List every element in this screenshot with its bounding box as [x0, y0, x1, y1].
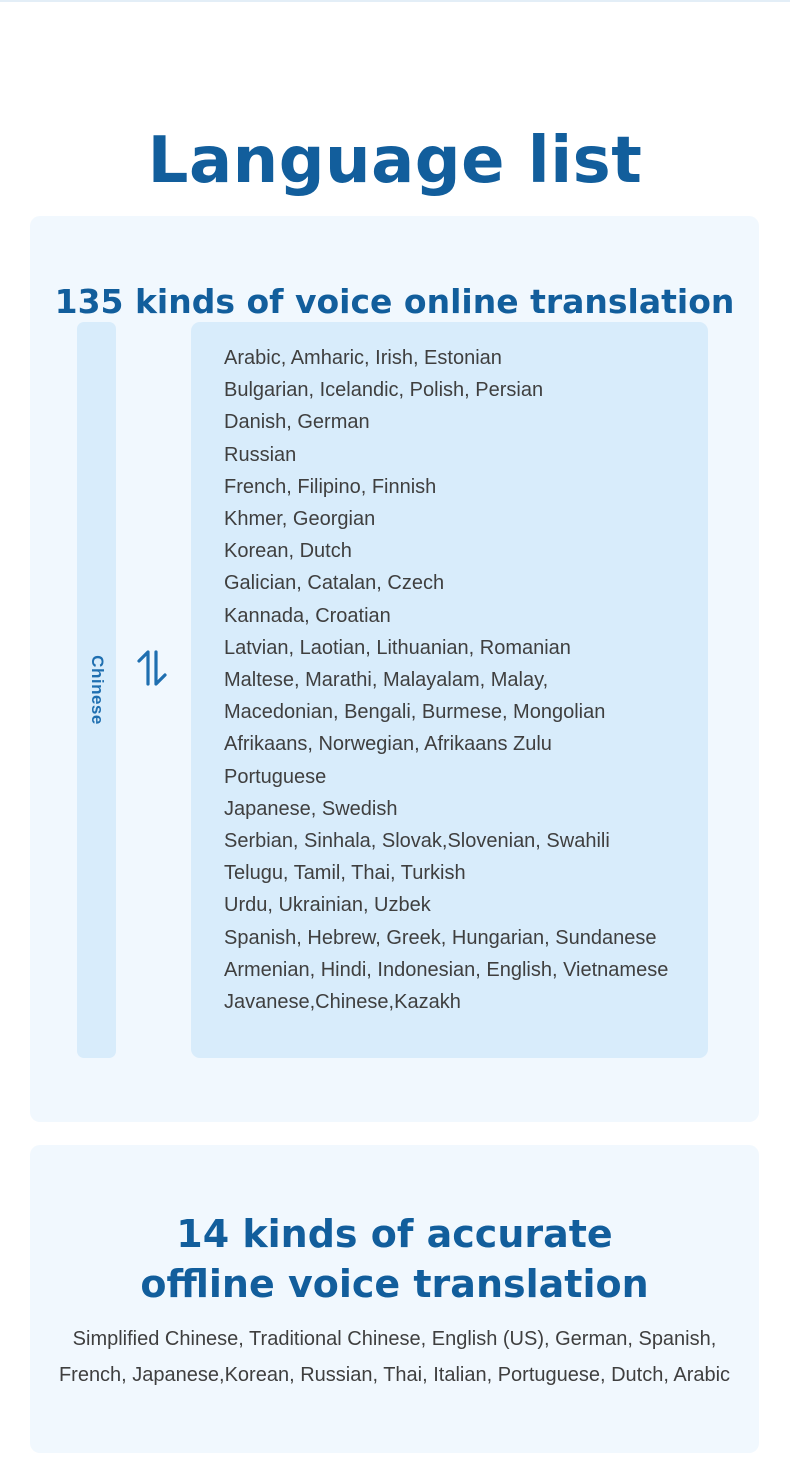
list-item: Armenian, Hindi, Indonesian, English, Vietnamese	[224, 958, 669, 981]
list-item: Galician, Catalan, Czech	[224, 572, 445, 595]
page-title: Language list	[147, 123, 643, 198]
list-item: Telugu, Tamil, Thai, Turkish	[224, 862, 466, 885]
online-language-list	[224, 342, 668, 1018]
online-translation-heading: 135 kinds of voice online translation	[54, 282, 735, 322]
list-item: Urdu, Ukrainian, Uzbek	[224, 894, 431, 917]
offline-translation-heading	[30, 1209, 759, 1309]
offline-languages-line-1: Simplified Chinese, Traditional Chinese, English (US), German, Spanish,	[72, 1328, 717, 1350]
list-item: Russian	[224, 443, 297, 466]
source-language-label: Chinese	[87, 655, 107, 725]
list-item: Maltese, Marathi, Malayalam, Malay,	[224, 669, 549, 692]
list-item: Serbian, Sinhala, Slovak,Slovenian, Swahili	[224, 830, 610, 853]
online-translation-card	[30, 216, 759, 1122]
list-item: Khmer, Georgian	[224, 508, 376, 531]
list-item: Latvian, Laotian, Lithuanian, Romanian	[224, 636, 571, 659]
list-item: Kannada, Croatian	[224, 604, 391, 627]
online-language-panel	[191, 322, 708, 1058]
list-item: Danish, German	[224, 411, 370, 434]
list-item: Macedonian, Bengali, Burmese, Mongolian	[224, 701, 606, 724]
list-item: Korean, Dutch	[224, 540, 352, 563]
list-item: Japanese, Swedish	[224, 797, 398, 820]
list-item: Bulgarian, Icelandic, Polish, Persian	[224, 379, 544, 402]
offline-language-list	[30, 1321, 759, 1393]
bidirectional-arrows-icon	[130, 646, 174, 690]
source-language-panel	[77, 322, 116, 1058]
offline-translation-card	[30, 1145, 759, 1453]
offline-heading-line-2: offline voice translation	[140, 1261, 649, 1306]
top-divider	[0, 0, 790, 2]
list-item: French, Filipino, Finnish	[224, 475, 437, 498]
list-item: Portuguese	[224, 765, 327, 788]
list-item: Javanese,Chinese,Kazakh	[224, 991, 461, 1014]
offline-languages-line-2: French, Japanese,Korean, Russian, Thai, Italian, Portuguese, Dutch, Arabic	[58, 1364, 731, 1386]
offline-heading-line-1: 14 kinds of accurate	[176, 1211, 613, 1256]
list-item: Arabic, Amharic, Irish, Estonian	[224, 347, 502, 369]
list-item: Afrikaans, Norwegian, Afrikaans Zulu	[224, 733, 552, 756]
list-item: Spanish, Hebrew, Greek, Hungarian, Sundanese	[224, 926, 657, 949]
